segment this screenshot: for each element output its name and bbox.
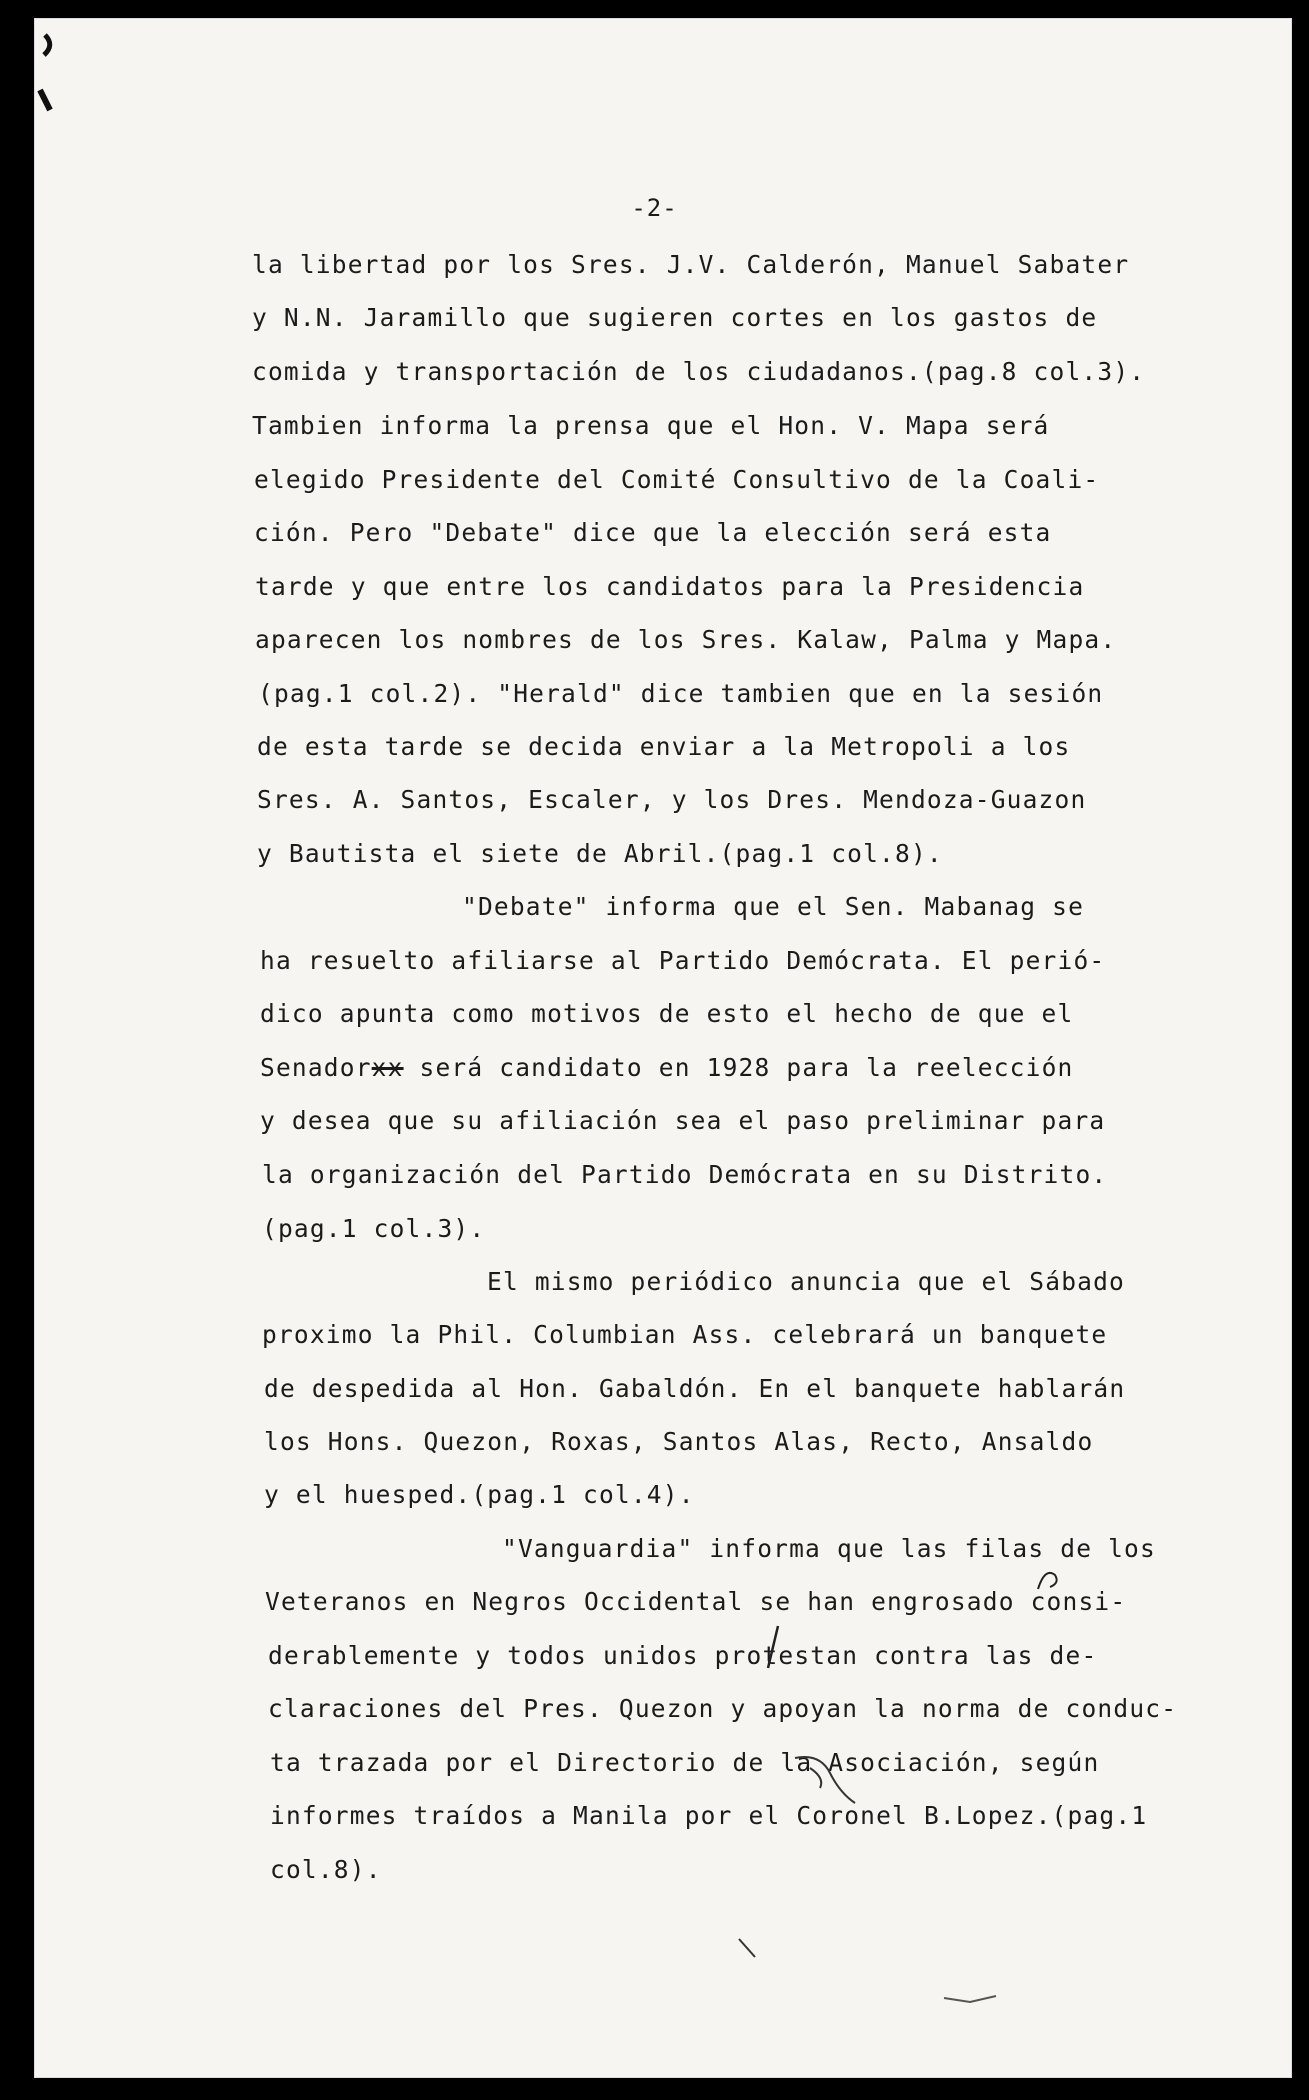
text-line: la libertad por los Sres. J.V. Calderón, Manuel Sabater [252,250,1130,279]
text-line: derablemente y todos unidos protestan contra las de- [268,1641,1098,1670]
text-line: elegido Presidente del Comité Consultivo de la Coali- [254,465,1100,494]
text-line: los Hons. Quezon, Roxas, Santos Alas, Recto, Ansaldo [264,1427,1094,1456]
text-line: "Debate" informa que el Sen. Mabanag se [462,892,1085,921]
stray-ink-mark [940,1990,1000,2010]
text-fragment: será candidato en 1928 para la reelección [403,1053,1074,1082]
text-line: dico apunta como motivos de esto el hecho de que el [260,999,1074,1028]
text-line: Sres. A. Santos, Escaler, y los Dres. Mendoza-Guazon [257,785,1087,814]
text-line: y el huesped.(pag.1 col.4). [264,1480,695,1509]
text-line: de esta tarde se decida enviar a la Metropoli a los [257,732,1071,761]
text-line: informes traídos a Manila por el Coronel B.Lopez.(pag.1 [270,1801,1148,1830]
text-line: claraciones del Pres. Quezon y apoyan la norma de conduc- [268,1694,1178,1723]
text-line: y N.N. Jaramillo que sugieren cortes en los gastos de [252,303,1098,332]
text-line: tarde y que entre los candidatos para la Presidencia [255,572,1085,601]
text-line: col.8). [270,1855,382,1884]
handwritten-loop-mark [790,1748,860,1808]
text-line: ha resuelto afiliarse al Partido Demócrata. El perió- [260,946,1106,975]
text-fragment: Senador [260,1053,372,1082]
handwritten-correction-mark [758,1622,788,1672]
text-line [260,1053,1073,1083]
text-line: Veteranos en Negros Occidental se han engrosado consi- [265,1587,1127,1616]
stray-ink-mark [735,1935,765,1965]
text-line: la organización del Partido Demócrata en su Distrito. [262,1160,1108,1189]
text-line: de despedida al Hon. Gabaldón. En el banquete hablarán [264,1374,1126,1403]
text-line: Tambien informa la prensa que el Hon. V. Mapa será [252,411,1050,440]
text-line: comida y transportación de los ciudadanos.(pag.8 col.3). [252,357,1146,386]
margin-ink-marks [0,0,110,200]
text-line: proximo la Phil. Columbian Ass. celebrará un banquete [262,1320,1108,1349]
text-line: (pag.1 col.3). [262,1214,486,1243]
handwritten-correction-mark [1030,1565,1070,1595]
text-line: "Vanguardia" informa que las filas de los [502,1534,1156,1563]
page-number: -2- [631,194,678,222]
text-line: ción. Pero "Debate" dice que la elección será esta [254,518,1052,547]
text-line: El mismo periódico anuncia que el Sábado [487,1267,1126,1296]
text-line: (pag.1 col.2). "Herald" dice tambien que en la sesión [258,679,1104,708]
struck-out-text: xx [371,1053,404,1082]
text-line: y Bautista el siete de Abril.(pag.1 col.8). [257,839,943,868]
text-line: aparecen los nombres de los Sres. Kalaw, Palma y Mapa. [255,625,1117,654]
text-line: ta trazada por el Directorio de la Asociación, según [270,1748,1100,1777]
text-line: y desea que su afiliación sea el paso preliminar para [260,1106,1106,1135]
